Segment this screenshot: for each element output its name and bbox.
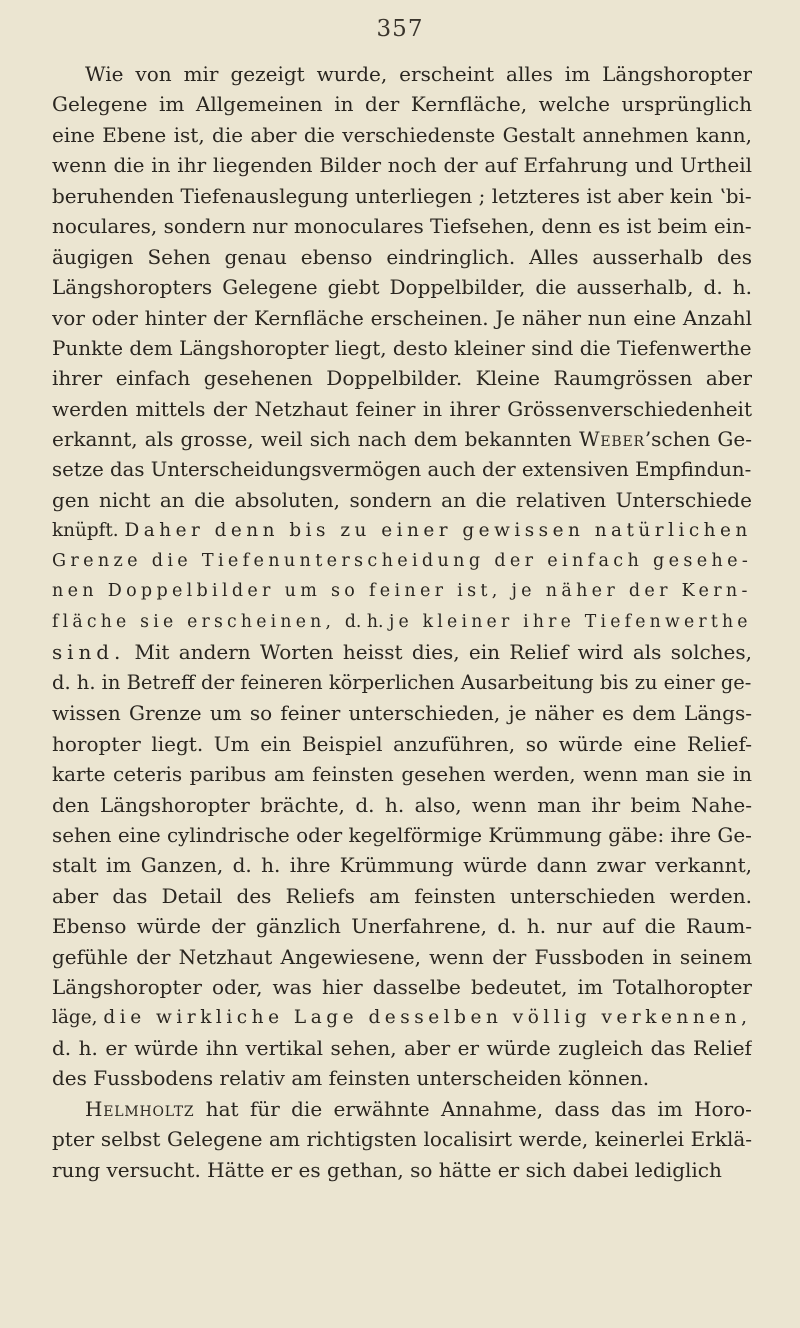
text-line: Ebenso würde der gänzlich Unerfahrene, d. h. nur auf die Raum- <box>52 914 752 939</box>
emphasis-text: Grenze die Tiefenunterscheidung der einfach gesehe- <box>52 551 752 571</box>
text-line: werden mittels der Netzhaut feiner in ihrer Grössenverschiedenheit <box>52 396 752 421</box>
text-line: eine Ebene ist, die aber die verschiedenste Gestalt annehmen kann, <box>52 122 752 147</box>
text-line: beruhenden Tiefenauslegung unterliegen ; letzteres ist aber kein ʽbi- <box>52 183 752 208</box>
text-line: pter selbst Gelegene am richtigsten localisirt werde, keinerlei Erklä- <box>52 1127 752 1152</box>
text-line: knüpft. Daher denn bis zu einer gewissen natürlichen <box>52 519 752 541</box>
text-line: stalt im Ganzen, d. h. ihre Krümmung würde dann zwar verkannt, <box>52 853 752 878</box>
text-line: Längshoropter oder, was hier dasselbe bedeutet, im Totalhoropter <box>52 975 752 1000</box>
emphasis-text: nen Doppelbilder um so feiner ist, je näher der Kern- <box>52 581 752 602</box>
text-line: Helmholtz hat für die erwähnte Annahme, dass das im Horo- <box>85 1096 752 1121</box>
text-line: horopter liegt. Um ein Beispiel anzuführen, so würde eine Relief- <box>52 731 752 756</box>
emphasis-text: die wirkliche Lage desselben völlig verkennen, <box>103 1006 752 1028</box>
text-line: sind. Mit andern Worten heisst dies, ein Relief wird als solches, <box>52 640 752 665</box>
text-line: wenn die in ihr liegenden Bilder noch der auf Erfahrung und Urtheil <box>52 153 752 178</box>
text-line <box>52 576 752 606</box>
text-line: setze das Unterscheidungsvermögen auch der extensiven Empfindun- <box>52 457 752 481</box>
emphasis-text: Daher denn bis zu einer gewissen natürlichen <box>124 519 752 541</box>
text-line: gen nicht an die absoluten, sondern an die relativen Unterschiede <box>52 488 752 513</box>
text-line: Wie von mir gezeigt wurde, erscheint alles im Längshoropter <box>85 62 752 86</box>
text-line: d. h. er würde ihn vertikal sehen, aber er würde zugleich das Relief <box>52 1036 752 1060</box>
text-line: fläche sie erscheinen, d. h. je kleiner ihre Tiefenwerthe <box>52 611 752 632</box>
text-line: wissen Grenze um so feiner unterschieden, je näher es dem Längs- <box>52 701 752 726</box>
text-line: Gelegene im Allgemeinen in der Kernfläche, welche ursprünglich <box>52 92 752 117</box>
text-line: den Längshoropter brächte, d. h. also, wenn man ihr beim Nahe- <box>52 792 752 817</box>
text-line: d. h. in Betreff der feineren körperlichen Ausarbeitung bis zu einer ge- <box>52 670 752 694</box>
emphasis-text: sind. <box>52 640 126 665</box>
text-line: läge, die wirkliche Lage desselben völlig verkennen, <box>52 1006 752 1028</box>
text-line: äugigen Sehen genau ebenso eindringlich. Alles ausserhalb des <box>52 244 752 269</box>
page-number: 357 <box>376 16 424 42</box>
text-line: erkannt, als grosse, weil sich nach dem bekannten Weber’schen Ge- <box>52 427 752 452</box>
text-line: gefühle der Netzhaut Angewiesene, wenn der Fussboden in seinem <box>52 944 752 969</box>
author-name-weber: Weber <box>578 427 645 452</box>
text-line: aber das Detail des Reliefs am feinsten unterschieden werden. <box>52 883 752 908</box>
author-name-helmholtz: Helmholtz <box>85 1096 195 1121</box>
text-line: ihrer einfach gesehenen Doppelbilder. Kleine Raumgrössen aber <box>52 366 752 391</box>
text-line: Längshoropters Gelegene giebt Doppelbilder, die ausserhalb, d. h. <box>52 275 752 300</box>
body-text <box>52 59 752 1185</box>
text-line: karte ceteris paribus am feinsten gesehen werden, wenn man sie in <box>52 762 752 787</box>
text-line: noculares, sondern nur monoculares Tiefsehen, denn es ist beim ein- <box>52 214 752 239</box>
text-line: vor oder hinter der Kernfläche erscheinen. Je näher nun eine Anzahl <box>52 305 752 330</box>
text-line <box>52 546 752 576</box>
text-line: Punkte dem Längshoropter liegt, desto kleiner sind die Tiefenwerthe <box>52 335 752 360</box>
emphasis-text: je kleiner ihre Tiefenwerthe <box>388 611 752 632</box>
text-line: sehen eine cylindrische oder kegelförmige Krümmung gäbe: ihre Ge- <box>52 822 752 847</box>
text-line: rung versucht. Hätte er es gethan, so hätte er sich dabei lediglich <box>52 1157 722 1182</box>
text-line: des Fussbodens relativ am feinsten unterscheiden können. <box>52 1066 650 1091</box>
emphasis-text: fläche sie erscheinen, <box>52 611 345 632</box>
